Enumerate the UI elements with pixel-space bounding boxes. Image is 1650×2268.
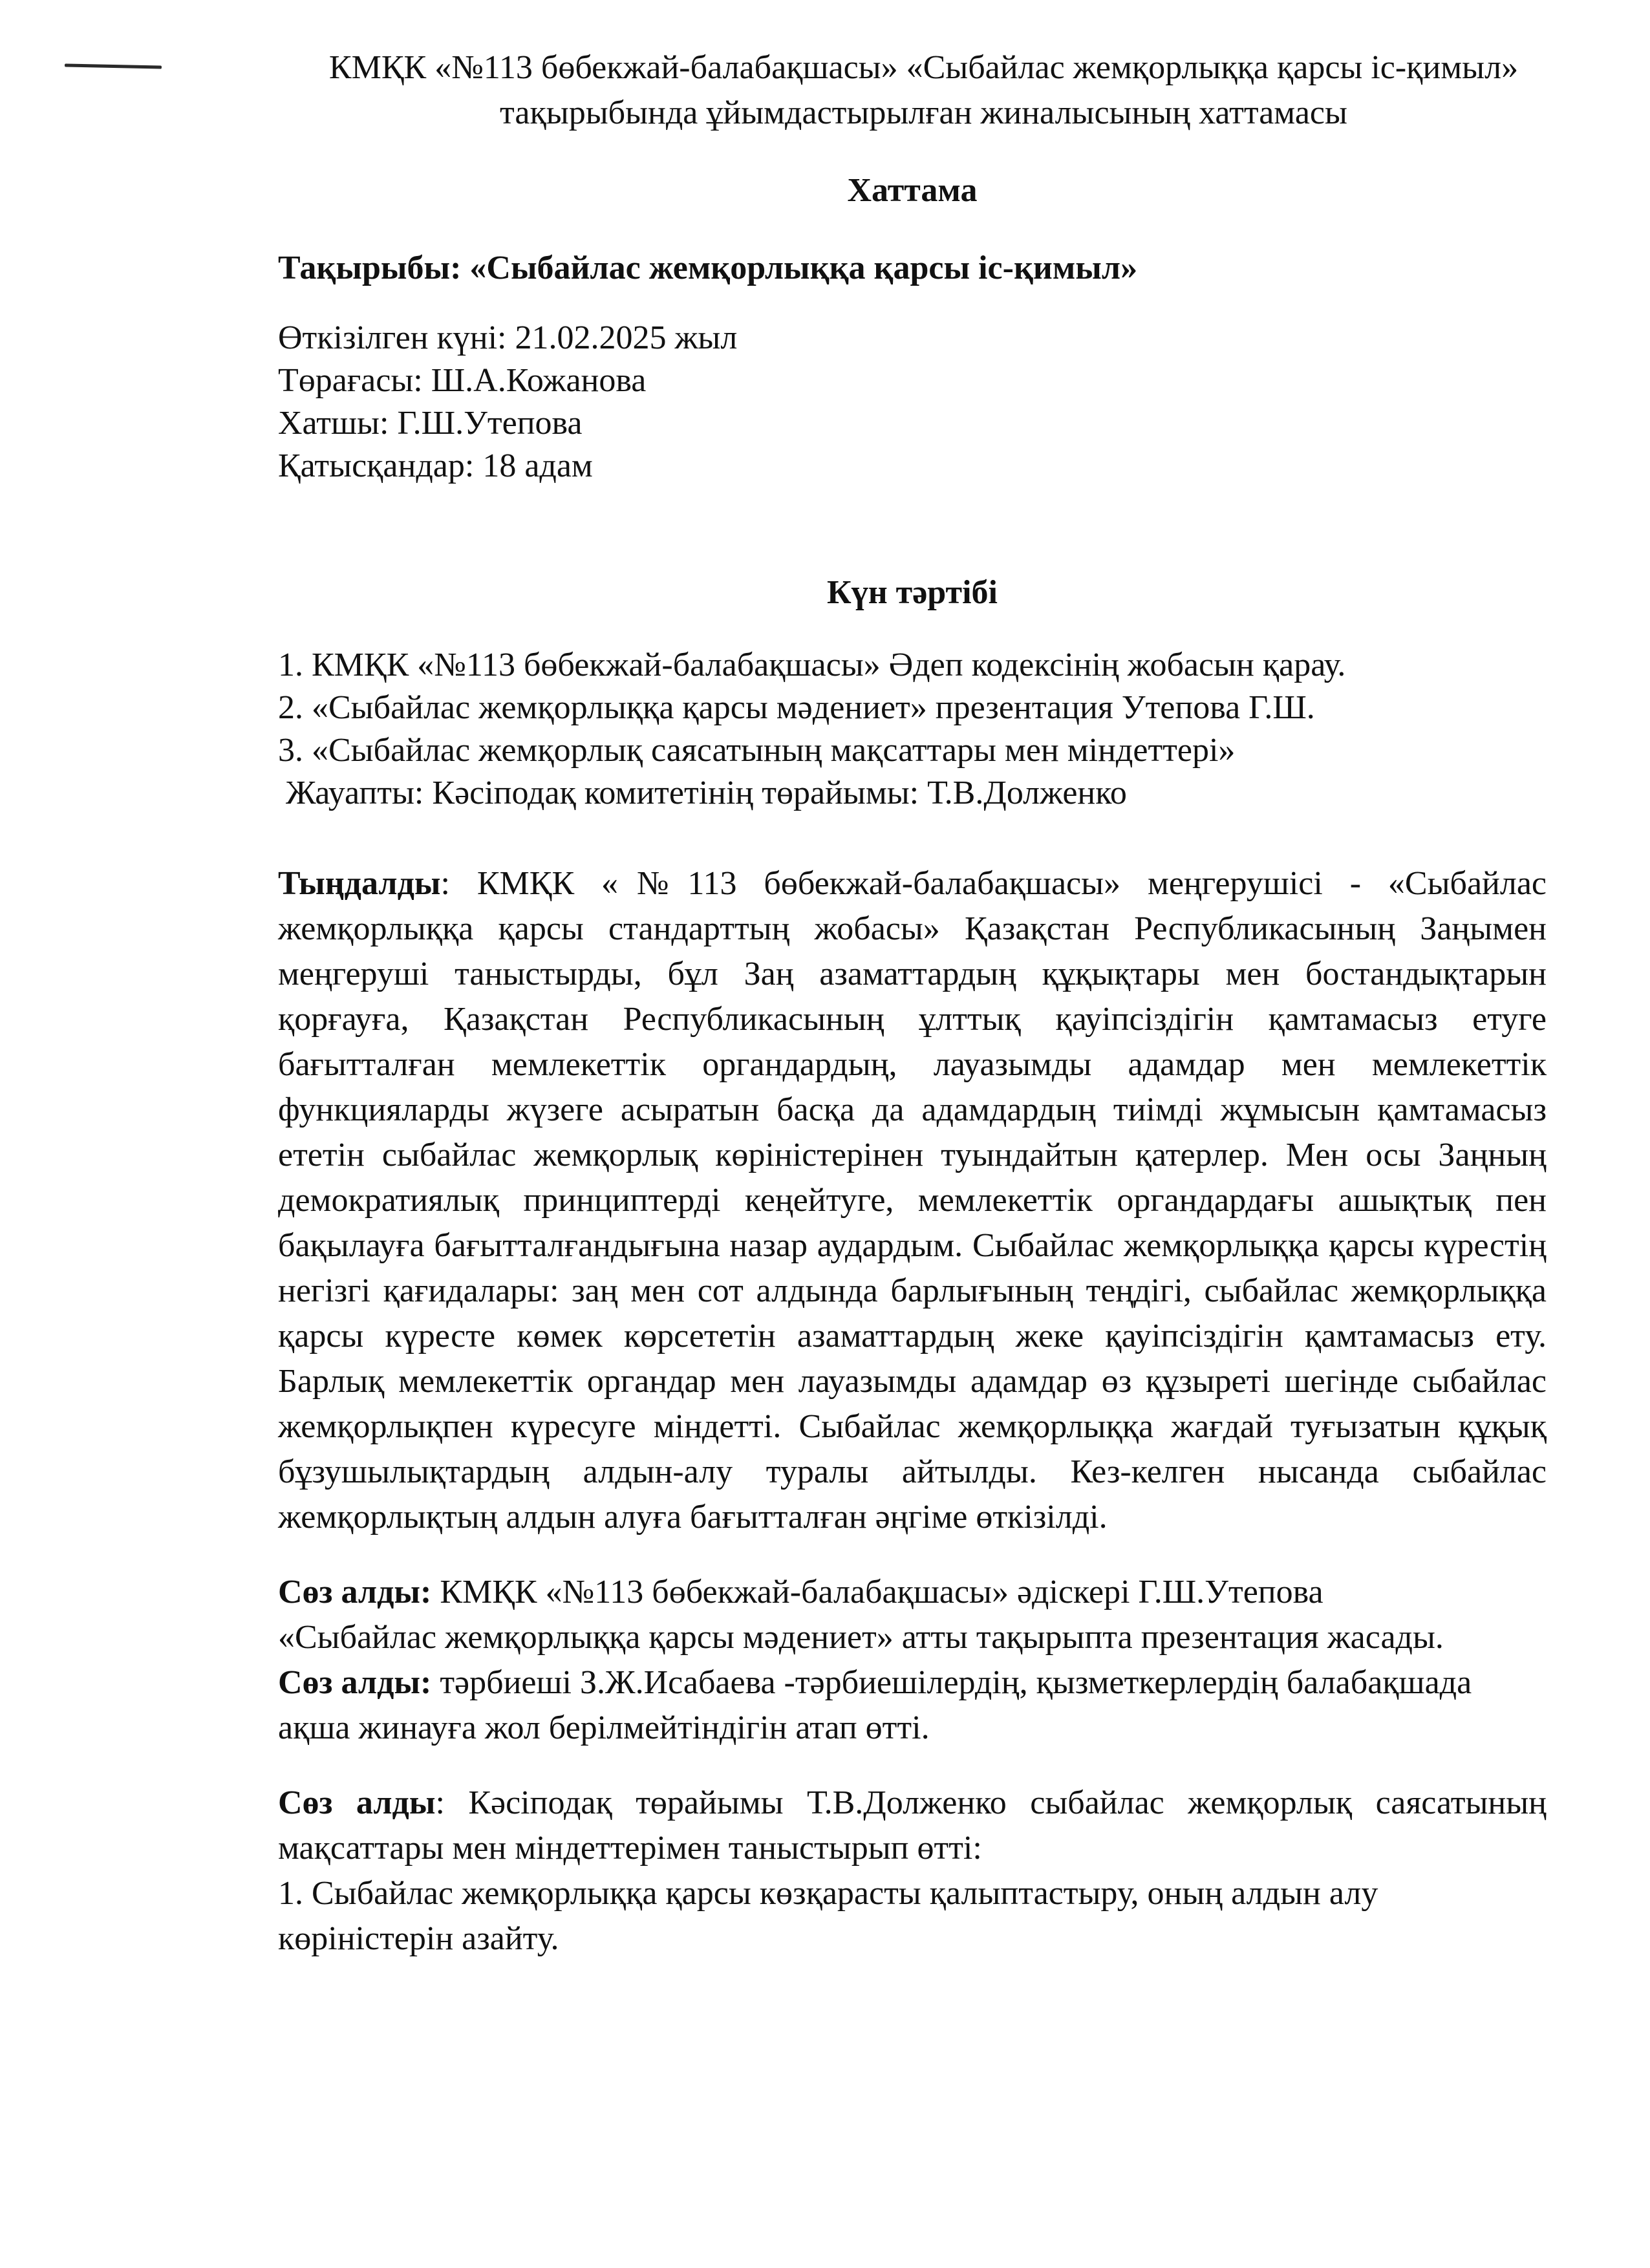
speech-3-text: : Кәсіподақ төрайымы Т.В.Долженко сыбайлас жемқорлық саясатының мақсаттары мен міндеттерімен таныстырып өтті: <box>278 1784 1547 1867</box>
speech-1-label: Сөз алды: <box>278 1574 432 1610</box>
document-page <box>278 45 1547 1962</box>
document-header-title: КМҚК «№113 бөбекжай-балабақшасы» «Сыбайлас жемқорлыққа қарсы іс-қимыл» тақырыбында ұйымдастырылған жиналысының хаттамасы <box>328 49 1519 131</box>
heard-label: Тыңдалды <box>278 865 441 902</box>
speech-3-item: 1. Сыбайлас жемқорлыққа қарсы көзқарасты қалыптастыру, оның алдын алу көріністерін азайту. <box>278 1875 1378 1957</box>
speech-2-label: Сөз алды: <box>278 1664 432 1701</box>
heard-text: : КМҚК «№113 бөбекжай-балабақшасы» меңгерушісі - «Сыбайлас жемқорлыққа қарсы стандарттың жобасы» Қазақстан Республикасының Заңымен меңгеруші таныстырды, бұл Заң азаматтардың құқықтары мен бостандықтарын қорғауға, Қазақстан Республикасының ұлттық қауіпсіздігін қамтамасыз етуге бағытталған мемлекеттік органдардың, лауазымды адамдар мен мемлекеттік функцияларды жүзеге асыратын басқа да адамдардың тиімді жұмысын қамтамасыз ететін сыбайлас жемқорлық көріністерінен туындайтын қатерлер. Мен осы Заңның демократиялық принциптерді кеңейтуге, мемлекеттік органдардағы ашықтық пен бақылауға бағытталғандығына назар аудардым. Сыбайлас жемқорлыққа қарсы күрестің негізгі қағидалары: заң мен сот алдында барлығының теңдігі, сыбайлас жемқорлыққа қарсы күресте көмек көрсететін азаматтардың жеке қауіпсіздігін қамтамасыз ету. Барлық мемлекеттік органдар мен лауазымды адамдар өз құзыреті шегінде сыбайлас жемқорлықпен күресуге міндетті. Сыбайлас жемқорлыққа жағдай туғызатын құқық бұзушылықтардың алдын-алу туралы айтылды. Кез-келген нысанда сыбайлас жемқорлықтың алдын алуға бағытталған әңгіме өткізілді. <box>278 865 1547 1535</box>
agenda-title: Күн тәртібі <box>827 574 998 611</box>
heard-section <box>278 861 1547 1540</box>
meeting-topic: Тақырыбы: «Сыбайлас жемқорлыққа қарсы іс-қимыл» <box>278 250 1138 286</box>
speech-3-paragraph <box>278 1781 1547 1871</box>
speech-section-1 <box>278 1570 1547 1660</box>
agenda-list <box>278 644 1547 815</box>
speech-1-line <box>278 1570 1547 1615</box>
agenda-responsible: Жауапты: Кәсіподақ комитетінің төрайымы: Т.В.Долженко <box>286 775 1127 811</box>
agenda-item: 1. КМҚК «№113 бөбекжай-балабақшасы» Әдеп кодексінің жобасын қарау. <box>278 647 1346 683</box>
speech-3-label: Сөз алды <box>278 1784 436 1821</box>
agenda-item: 2. «Сыбайлас жемқорлыққа қарсы мәдениет» презентация Утепова Г.Ш. <box>278 689 1315 726</box>
speech-section-3 <box>278 1781 1547 1962</box>
speech-1-line1: КМҚК «№113 бөбекжай-балабақшасы» әдіскері Г.Ш.Утепова <box>431 1574 1323 1610</box>
meeting-chair: Төрағасы: Ш.А.Кожанова <box>278 362 647 399</box>
meeting-meta <box>278 317 1547 487</box>
document-kind: Хаттама <box>847 172 978 209</box>
scan-mark <box>65 63 162 69</box>
meeting-participants: Қатысқандар: 18 адам <box>278 447 593 484</box>
meeting-secretary: Хатшы: Г.Ш.Утепова <box>278 405 583 442</box>
speech-section-2 <box>278 1660 1547 1751</box>
meeting-date: Өткізілген күні: 21.02.2025 жыл <box>278 319 738 356</box>
agenda-item: 3. «Сыбайлас жемқорлық саясатының мақсаттары мен міндеттері» <box>278 732 1236 769</box>
speech-2-text: тәрбиеші З.Ж.Исабаева -тәрбиешілердің, қызметкерлердің балабақшада ақша жинауға жол берілмейтіндігін атап өтті. <box>278 1664 1472 1746</box>
speech-1-line2: «Сыбайлас жемқорлыққа қарсы мәдениет» атты тақырыпта презентация жасады. <box>278 1619 1444 1656</box>
